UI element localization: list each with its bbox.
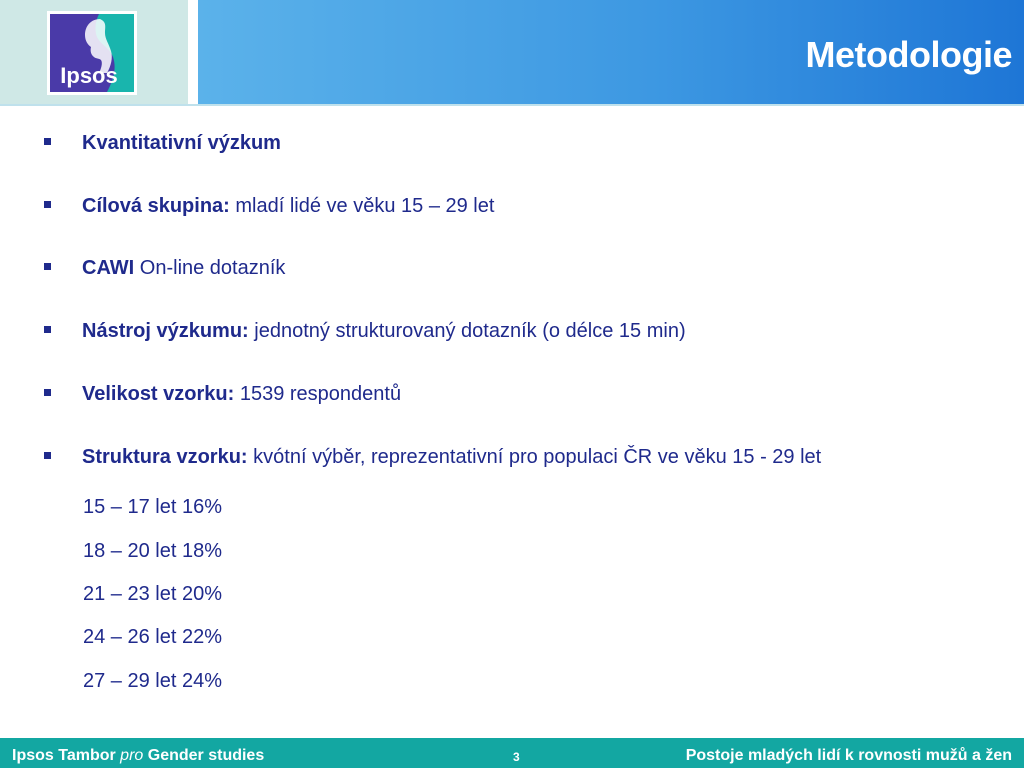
slide-title: Metodologie	[805, 34, 1012, 75]
bullet-text: 1539 respondentů	[239, 383, 402, 405]
age-group-row	[83, 579, 222, 609]
bullet-label: Kvantitativní výzkum	[82, 132, 281, 154]
age-share: 20%	[181, 583, 223, 605]
bullet-label: Velikost vzorku:	[82, 383, 235, 405]
footer-study-title: Postoje mladých lidí k rovnosti mužů a žen	[685, 747, 1012, 764]
footer-brand-pro: pro	[120, 747, 144, 764]
age-group-row	[83, 492, 222, 522]
ipsos-logo	[47, 11, 137, 95]
logo-gap	[188, 0, 198, 104]
square-bullet-icon	[44, 201, 51, 208]
footer-brand	[12, 747, 264, 765]
slide-footer	[0, 738, 1024, 768]
bullet-label: CAWI	[82, 257, 135, 279]
age-share: 22%	[181, 626, 223, 648]
bullet-item-sample-size	[44, 379, 401, 409]
age-range: 21 – 23 let	[83, 583, 177, 605]
age-group-row	[83, 536, 222, 566]
bullet-text: kvótní výběr, reprezentativní pro populaci ČR ve věku 15 - 29 let	[253, 446, 822, 468]
bullet-text: mladí lidé ve věku 15 – 29 let	[235, 195, 495, 217]
bullet-text: On-line dotazník	[139, 257, 286, 279]
footer-brand-name: Ipsos Tambor	[12, 747, 116, 764]
age-share: 24%	[181, 670, 223, 692]
slide-header	[0, 0, 1024, 106]
slide-content	[0, 106, 1024, 736]
square-bullet-icon	[44, 263, 51, 270]
bullet-label: Cílová skupina:	[82, 195, 230, 217]
age-range: 27 – 29 let	[83, 670, 177, 692]
square-bullet-icon	[44, 138, 51, 145]
bullet-label: Struktura vzorku:	[82, 446, 248, 468]
age-range: 24 – 26 let	[83, 626, 177, 648]
age-group-row	[83, 666, 222, 696]
square-bullet-icon	[44, 452, 51, 459]
footer-client: Gender studies	[147, 747, 265, 764]
bullet-label: Nástroj výzkumu:	[82, 320, 249, 342]
age-range: 18 – 20 let	[83, 540, 177, 562]
square-bullet-icon	[44, 326, 51, 333]
page-number: 3	[513, 750, 520, 764]
bullet-item-target-group	[44, 191, 494, 221]
age-share: 16%	[181, 496, 223, 518]
age-range: 15 – 17 let	[83, 496, 177, 518]
bullet-item-method	[44, 128, 281, 158]
square-bullet-icon	[44, 389, 51, 396]
bullet-text: jednotný strukturovaný dotazník (o délce 15 min)	[254, 320, 686, 342]
age-share: 18%	[181, 540, 223, 562]
bullet-item-instrument	[44, 316, 686, 346]
logo-text: Ipsos	[60, 63, 118, 88]
bullet-item-cawi	[44, 253, 285, 283]
bullet-item-sample-structure	[44, 442, 821, 472]
age-group-row	[83, 622, 222, 652]
